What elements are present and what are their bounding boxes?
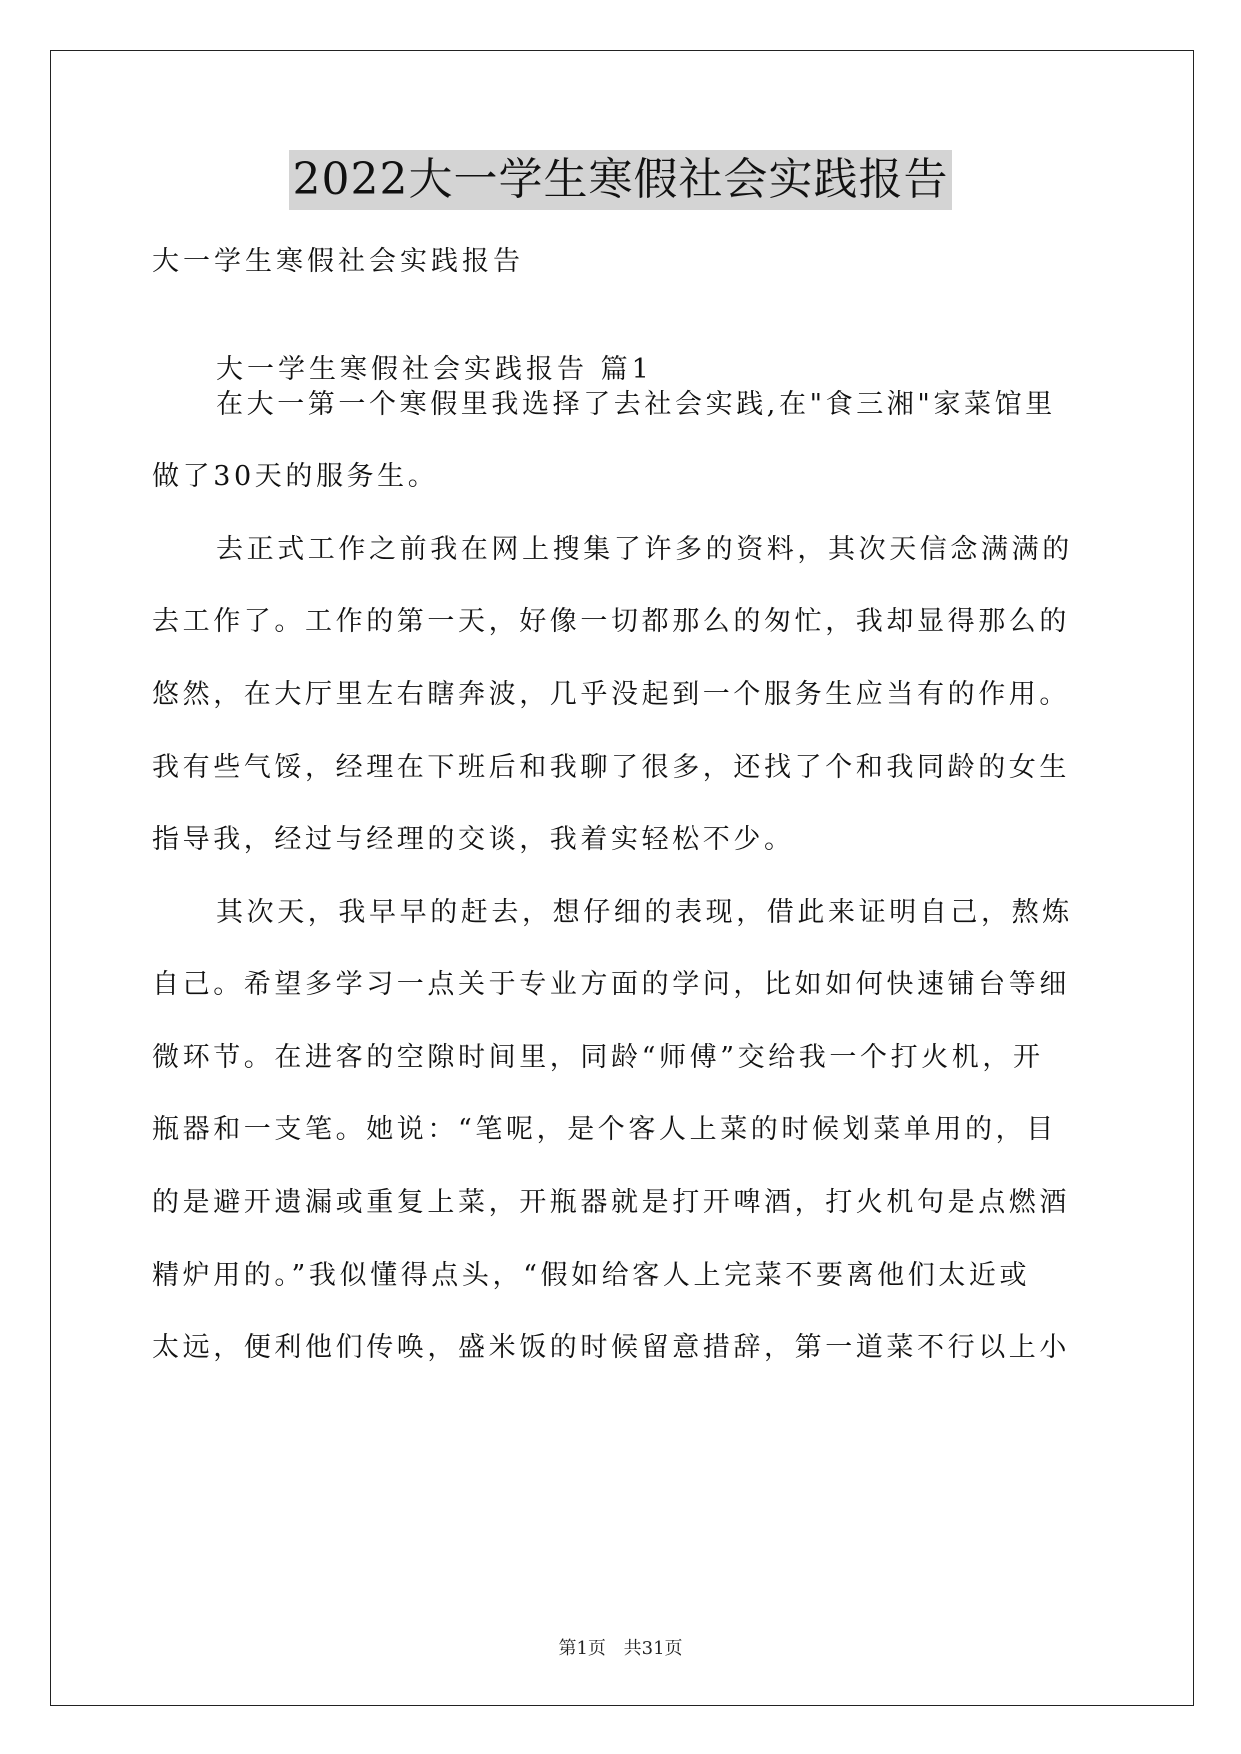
paragraph-line: 微环节。在进客的空隙时间里，同龄“师傅”交给我一个打火机，开 — [152, 1042, 1044, 1073]
paragraph-line: 瓶器和一支笔。她说：“笔呢，是个客人上菜的时候划菜单用的，目 — [152, 1114, 1057, 1145]
page-number: 第1页 — [558, 1638, 606, 1659]
title-container — [0, 150, 1241, 210]
paragraph-line: 太远，便利他们传唤，盛米饭的时候留意措辞，第一道菜不行以上小 — [152, 1332, 1070, 1363]
document-title: 2022大一学生寒假社会实践报告 — [289, 150, 953, 210]
paragraph-line: 我有些气馁，经理在下班后和我聊了很多，还找了个和我同龄的女生 — [152, 752, 1070, 783]
paragraph-line: 指导我，经过与经理的交谈，我着实轻松不少。 — [152, 824, 795, 855]
paragraph-line: 自己。希望多学习一点关于专业方面的学问，比如如何快速铺台等细 — [152, 969, 1070, 1000]
page-footer — [0, 1634, 1241, 1660]
document-subtitle: 大一学生寒假社会实践报告 — [152, 246, 524, 277]
section-heading: 大一学生寒假社会实践报告 篇1 — [216, 354, 653, 385]
paragraph-line: 悠然，在大厅里左右瞎奔波，几乎没起到一个服务生应当有的作用。 — [152, 679, 1070, 710]
page-border — [50, 50, 1194, 1706]
paragraph-line: 精炉用的。”我似懂得点头，“假如给客人上完菜不要离他们太近或 — [152, 1260, 1031, 1291]
paragraph-line: 去工作了。工作的第一天，好像一切都那么的匆忙，我却显得那么的 — [152, 606, 1070, 637]
page-total: 共31页 — [623, 1638, 683, 1659]
paragraph-line: 做了30天的服务生。 — [152, 461, 439, 492]
paragraph-line: 在大一第一个寒假里我选择了去社会实践,在"食三湘"家菜馆里 — [216, 389, 1056, 420]
paragraph-line: 的是避开遗漏或重复上菜，开瓶器就是打开啤酒，打火机句是点燃酒 — [152, 1187, 1070, 1218]
paragraph-line: 其次天，我早早的赶去，想仔细的表现，借此来证明自己，熬炼 — [216, 897, 1073, 928]
paragraph-line: 去正式工作之前我在网上搜集了许多的资料，其次天信念满满的 — [216, 534, 1073, 565]
